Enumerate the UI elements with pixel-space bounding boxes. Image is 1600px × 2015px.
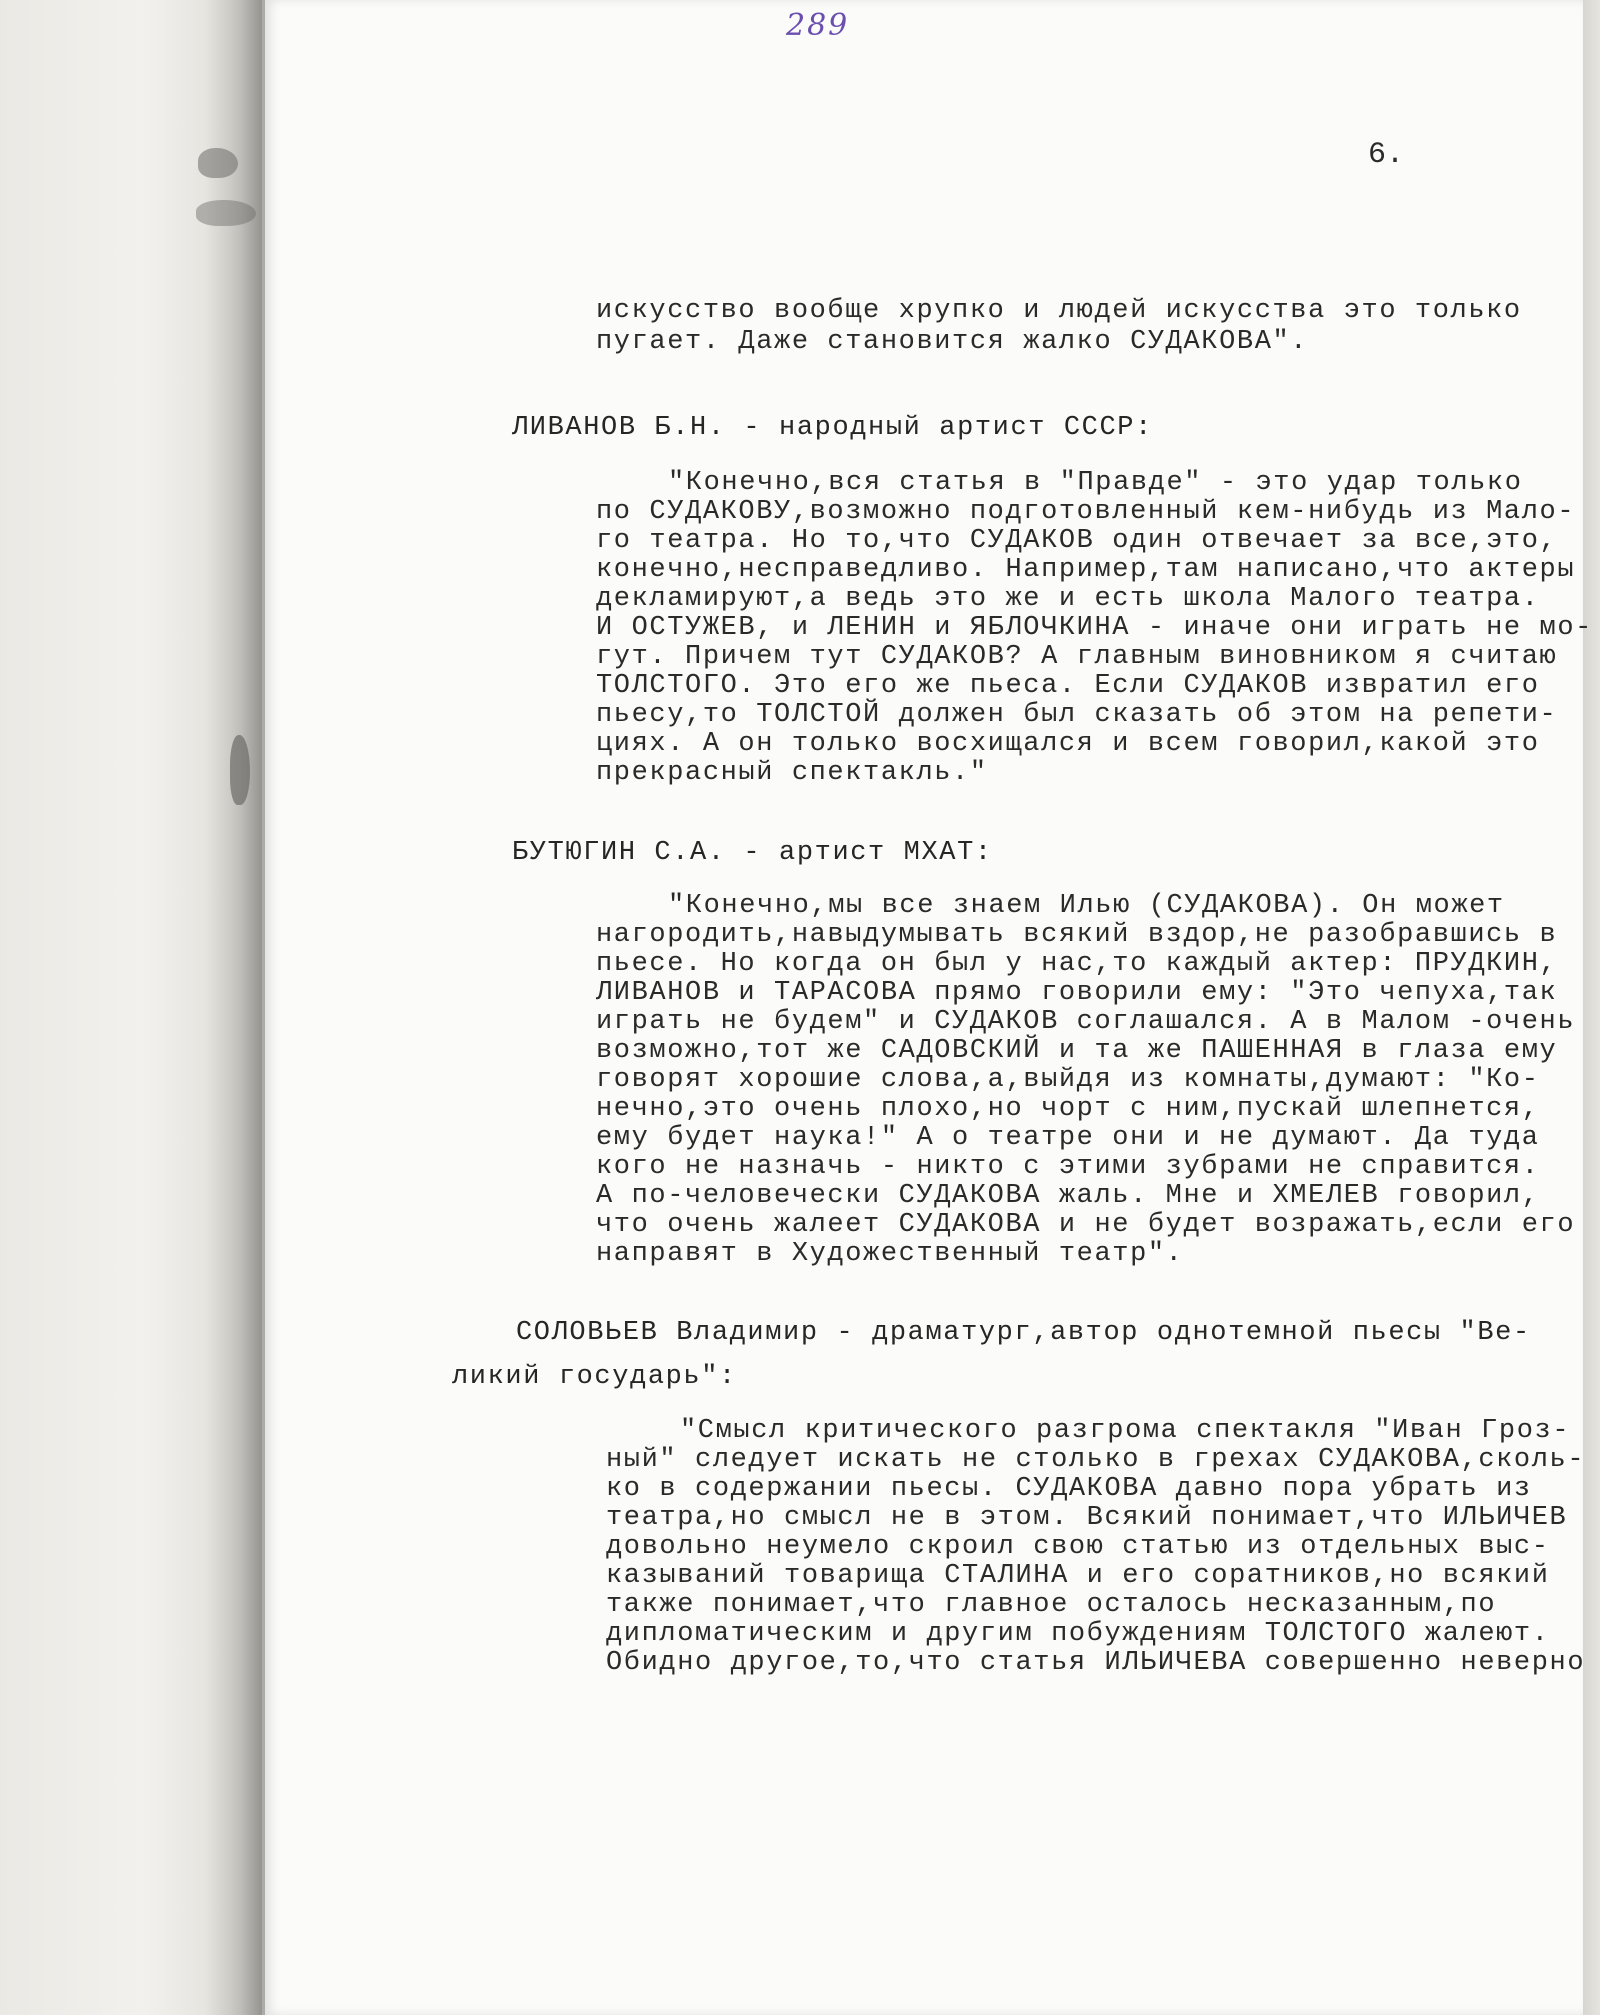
text-line: ТОЛСТОГО. Это его же пьеса. Если СУДАКОВ извратил его bbox=[596, 671, 1540, 701]
speaker-heading: СОЛОВЬЕВ Владимир - драматург,автор однотемной пьесы "Ве- bbox=[516, 1318, 1531, 1348]
text-line: нечно,это очень плохо,но чорт с ним,пускай шлепнется, bbox=[596, 1094, 1540, 1124]
page-number: 6. bbox=[1368, 138, 1405, 172]
binding-gutter bbox=[205, 0, 265, 2015]
text-line: декламируют,а ведь это же и есть школа Малого театра. bbox=[596, 584, 1540, 614]
text-line: А по-человечески СУДАКОВА жаль. Мне и ХМЕЛЕВ говорил, bbox=[596, 1181, 1540, 1211]
text-line: кого не назначь - никто с этими зубрами не справится. bbox=[596, 1152, 1540, 1182]
binding-hole bbox=[196, 200, 256, 226]
text-line: театра,но смысл не в этом. Всякий понимает,что ИЛЬИЧЕВ bbox=[606, 1503, 1568, 1533]
text-line: нагородить,навыдумывать всякий вздор,не разобравшись в bbox=[596, 920, 1558, 950]
text-line: ЛИВАНОВ и ТАРАСОВА прямо говорили ему: "Это чепуха,так bbox=[596, 978, 1558, 1008]
text-line: возможно,тот же САДОВСКИЙ и та же ПАШЕННАЯ в глаза ему bbox=[596, 1036, 1558, 1066]
text-line: гут. Причем тут СУДАКОВ? А главным виновником я считаю bbox=[596, 642, 1558, 672]
text-line: "Конечно,мы все знаем Илью (СУДАКОВА). Он может bbox=[668, 891, 1505, 921]
text-line: пугает. Даже становится жалко СУДАКОВА". bbox=[596, 327, 1309, 357]
page-edge bbox=[1583, 0, 1600, 2015]
text-line: искусство вообще хрупко и людей искусства это только bbox=[596, 296, 1522, 326]
text-line: играть не будем" и СУДАКОВ соглашался. А в Малом -очень bbox=[596, 1007, 1576, 1037]
text-line: говорят хорошие слова,а,выйдя из комнаты,думают: "Ко- bbox=[596, 1065, 1540, 1095]
text-line: конечно,несправедливо. Например,там написано,что актеры bbox=[596, 555, 1576, 585]
text-line: казываний товарища СТАЛИНА и его соратников,но всякий bbox=[606, 1561, 1550, 1591]
text-line: ный" следует искать не столько в грехах СУДАКОВА,сколь- bbox=[606, 1445, 1586, 1475]
text-line: "Конечно,вся статья в "Правде" - это удар только bbox=[668, 468, 1523, 498]
text-line: ему будет наука!" А о театре они и не думают. Да туда bbox=[596, 1123, 1540, 1153]
text-line: Обидно другое,то,что статья ИЛЬИЧЕВА совершенно неверно bbox=[606, 1648, 1586, 1678]
text-line: что очень жалеет СУДАКОВА и не будет возражать,если его bbox=[596, 1210, 1576, 1240]
text-line: И ОСТУЖЕВ, и ЛЕНИН и ЯБЛОЧКИНА - иначе они играть не мо- bbox=[596, 613, 1593, 643]
text-line: дипломатическим и другим побуждениям ТОЛСТОГО жалеют. bbox=[606, 1619, 1550, 1649]
binding-hole bbox=[198, 148, 238, 178]
binding-hole bbox=[230, 735, 250, 805]
text-line: го театра. Но то,что СУДАКОВ один отвечает за все,это, bbox=[596, 526, 1558, 556]
text-line: циях. А он только восхищался и всем говорил,какой это bbox=[596, 729, 1540, 759]
text-line: по СУДАКОВУ,возможно подготовленный кем-нибудь из Мало- bbox=[596, 497, 1576, 527]
text-line: пьесу,то ТОЛСТОЙ должен был сказать об этом на репети- bbox=[596, 700, 1558, 730]
text-line: прекрасный спектакль." bbox=[596, 758, 988, 788]
text-line: также понимает,что главное осталось несказанным,по bbox=[606, 1590, 1497, 1620]
text-line: направят в Художественный театр". bbox=[596, 1239, 1184, 1269]
speaker-heading: БУТЮГИН С.А. - артист МХАТ: bbox=[512, 838, 993, 868]
archive-stamp-number: 289 bbox=[786, 8, 850, 43]
speaker-heading: ликий государь": bbox=[452, 1362, 737, 1392]
text-line: ко в содержании пьесы. СУДАКОВА давно пора убрать из bbox=[606, 1474, 1532, 1504]
speaker-heading: ЛИВАНОВ Б.Н. - народный артист СССР: bbox=[512, 413, 1153, 443]
text-line: пьесе. Но когда он был у нас,то каждый актер: ПРУДКИН, bbox=[596, 949, 1558, 979]
text-line: довольно неумело скроил свою статью из отдельных выс- bbox=[606, 1532, 1550, 1562]
text-line: "Смысл критического разгрома спектакля "Иван Гроз- bbox=[680, 1416, 1571, 1446]
